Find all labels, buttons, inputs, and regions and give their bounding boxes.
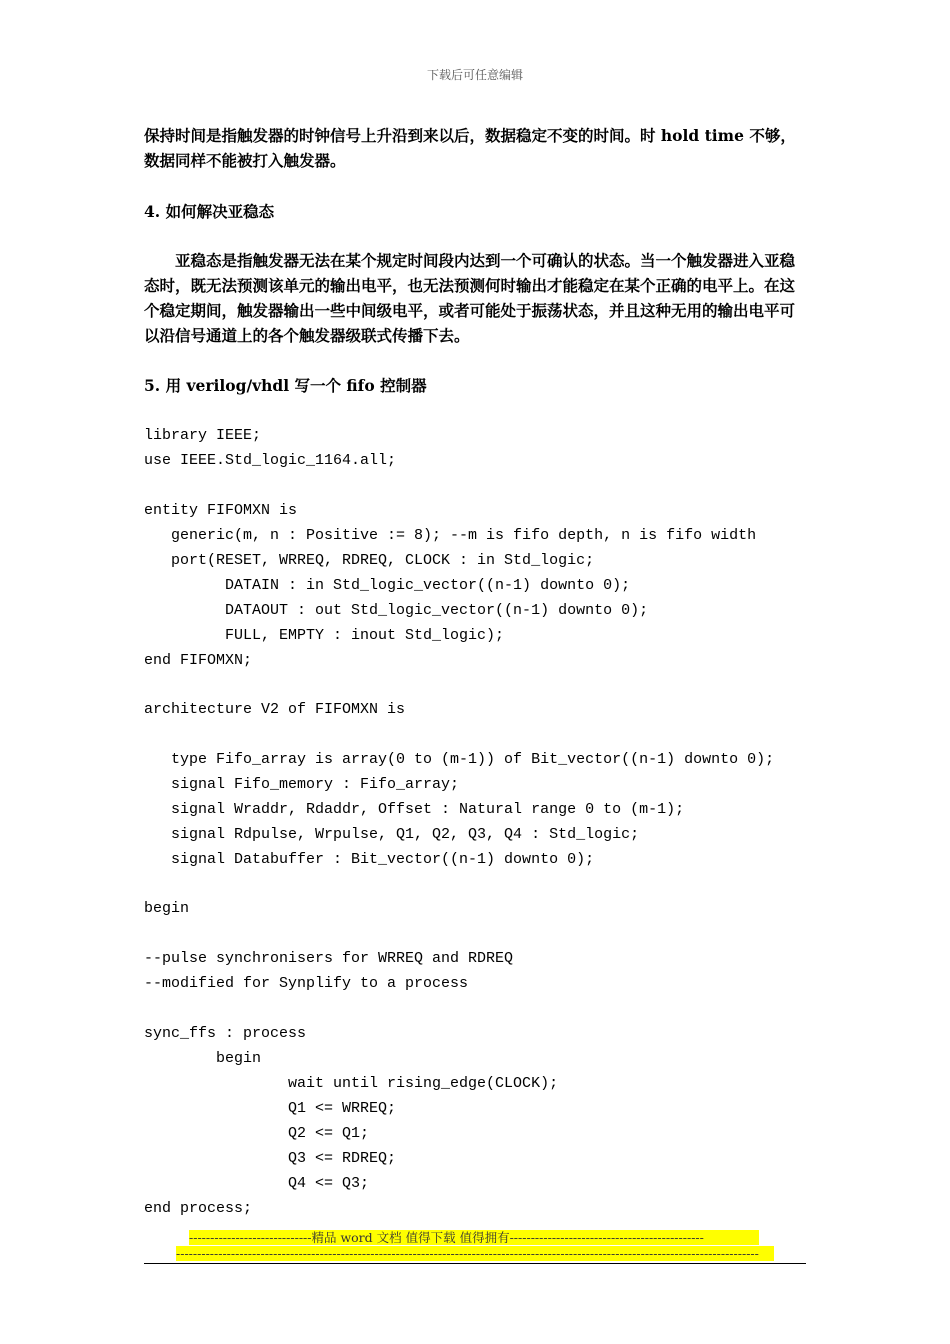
code-line: port(RESET, WRREQ, RDREQ, CLOCK : in Std_logic;: [144, 552, 595, 569]
code-line: Q1 <= WRREQ;: [144, 1100, 397, 1117]
code-line: begin: [144, 1050, 262, 1067]
code-line: Q2 <= Q1;: [144, 1125, 370, 1142]
code-line: signal Databuffer : Bit_vector((n-1) downto 0);: [144, 851, 595, 868]
code-line: Q3 <= RDREQ;: [144, 1150, 397, 1167]
section-heading-5: 5. 用 verilog/vhdl 写一个 fifo 控制器: [144, 376, 427, 395]
code-line: DATAOUT : out Std_logic_vector((n-1) downto 0);: [144, 602, 649, 619]
code-line: signal Rdpulse, Wrpulse, Q1, Q2, Q3, Q4 : Std_logic;: [144, 826, 640, 843]
code-line: generic(m, n : Positive := 8); --m is fifo depth, n is fifo width: [144, 527, 757, 544]
paragraph-metastability: 亚稳态是指触发器无法在某个规定时间段内达到一个可确认的状态。当一个触发器进入亚稳态时，既无法预测该单元的输出电平，也无法预测何时输出才能稳定在某个正确的电平上。在这个稳定期间，触发器输出一些中间级电平，或者可能处于振荡状态，并且这种无用的输出电平可以沿信号通道上的各个触发器级联式传播下去。: [144, 251, 796, 345]
code-line: type Fifo_array is array(0 to (m-1)) of Bit_vector((n-1) downto 0);: [144, 751, 775, 768]
footer-banner-line-1: -----------------------------精品 word 文档 值得下载 值得拥有----------------------------------------------: [189, 1230, 759, 1245]
code-line: sync_ffs : process: [144, 1025, 307, 1042]
code-line: architecture V2 of FIFOMXN is: [144, 701, 406, 718]
footer-banner-line-2: ------------------------------------------------------------------------------------------------------------------------------------------: [176, 1246, 774, 1261]
code-line: signal Fifo_memory : Fifo_array;: [144, 776, 460, 793]
code-line: --modified for Synplify to a process: [144, 975, 469, 992]
code-line: use IEEE.Std_logic_1164.all;: [144, 452, 397, 469]
code-line: end process;: [144, 1200, 253, 1217]
code-line: FULL, EMPTY : inout Std_logic);: [144, 627, 505, 644]
code-line: entity FIFOMXN is: [144, 502, 298, 519]
code-line: Q4 <= Q3;: [144, 1175, 370, 1192]
page-header: 下载后可任意编辑: [426, 68, 523, 82]
code-line: begin: [144, 900, 190, 917]
code-line: wait until rising_edge(CLOCK);: [144, 1075, 559, 1092]
section-heading-4: 4. 如何解决亚稳态: [144, 202, 275, 221]
code-line: end FIFOMXN;: [144, 652, 253, 669]
footer-rule: [144, 1263, 806, 1264]
paragraph-hold-time: 保持时间是指触发器的时钟信号上升沿到来以后，数据稳定不变的时间。时 hold time 不够，数据同样不能被打入触发器。: [144, 126, 796, 170]
code-line: DATAIN : in Std_logic_vector((n-1) downto 0);: [144, 577, 631, 594]
code-line: signal Wraddr, Rdaddr, Offset : Natural range 0 to (m-1);: [144, 801, 685, 818]
code-line: --pulse synchronisers for WRREQ and RDREQ: [144, 950, 514, 967]
code-line: library IEEE;: [144, 427, 262, 444]
